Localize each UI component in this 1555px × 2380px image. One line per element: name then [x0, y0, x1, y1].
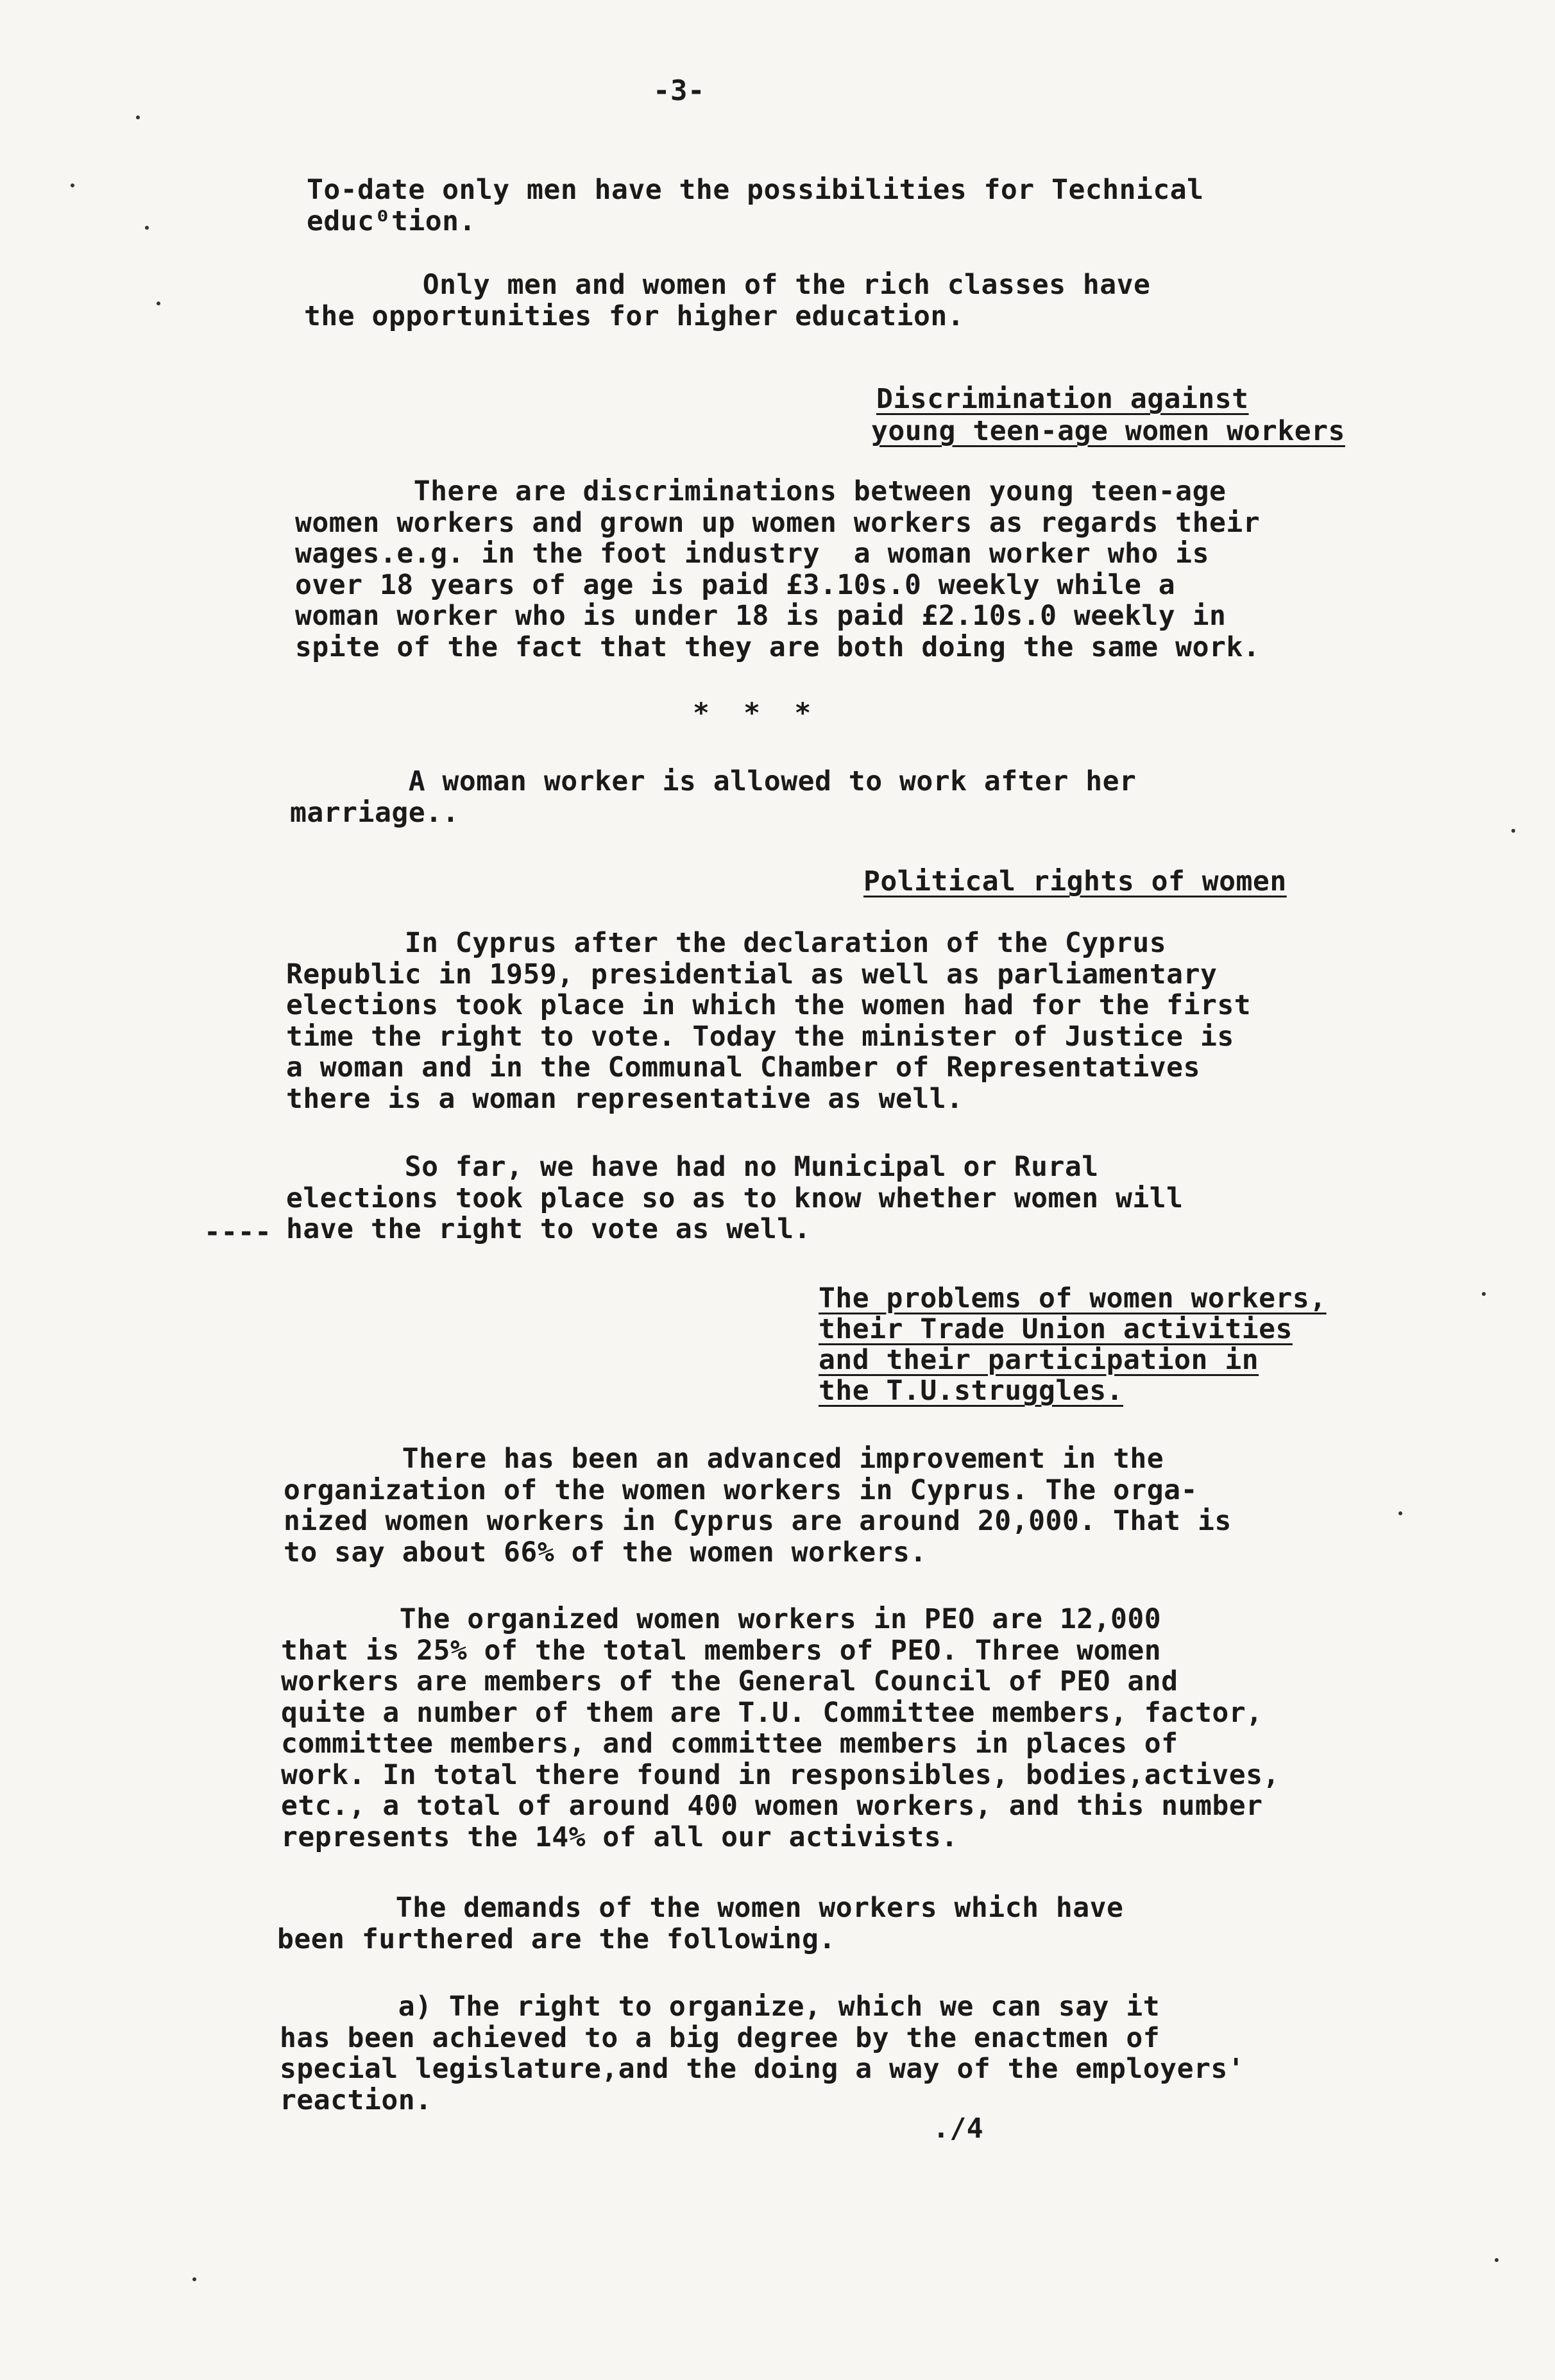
paragraph-right-to-organize: a) The right to organize, which we can say it has been achieved to a big degree by the enactmen of special legislature,and the doing a way of the employers' reaction.: [280, 1991, 1245, 2116]
scan-speck: [1511, 829, 1515, 833]
heading-problems-line2: their Trade Union activities: [819, 1313, 1293, 1345]
page-number: -3-: [653, 74, 705, 107]
margin-dash-mark: ----: [204, 1216, 272, 1248]
paragraph-municipal-elections: So far, we have had no Municipal or Rural elections took place so as to know whether women will have the right to vote as well.: [286, 1151, 1184, 1245]
paragraph-political-rights: In Cyprus after the declaration of the Cyprus Republic in 1959, presidential as well as parliamentary elections took place in which the women had for the first time the right to vote. Today the minister of Justice is a woman and in the Communal Chamber of Representatives there is a woman representative as well.: [286, 927, 1252, 1115]
heading-problems-line3: and their participation in: [819, 1344, 1259, 1376]
heading-discrimination-line1: Discrimination against: [876, 383, 1249, 415]
scan-speck: [1398, 1511, 1402, 1515]
scan-speck: [1495, 2258, 1499, 2262]
continuation-marker: ./4: [933, 2112, 984, 2145]
scan-speck: [192, 2277, 196, 2281]
paragraph-marriage: A woman worker is allowed to work after her marriage..: [290, 765, 1137, 829]
paragraph-demands: The demands of the women workers which have been furthered are the following.: [277, 1892, 1124, 1955]
paragraph-wage-discrimination: There are discriminations between young teen-age women workers and grown up women workers as regards their wages.e.g. in the foot industry a woman worker who is over 18 years of age is paid £3.10s.0 weekly while a woman worker who is under 18 is paid £2.10s.0 weekly in spite of the fact that they are both doing the same work.: [295, 475, 1261, 663]
scan-speck: [145, 226, 149, 230]
heading-discrimination-line2: young teen-age women workers: [871, 415, 1345, 447]
heading-problems-line1: The problems of women workers,: [819, 1282, 1327, 1314]
scan-speck: [71, 183, 74, 187]
paragraph-peo-members: The organized women workers in PEO are 12,000 that is 25% of the total members of PEO. Three women workers are members of the General Council of PEO and quite a number of them are T.U. Committee members, factor, committee members, and committee members in places of work. In total there found in responsibles, bodies,actives, etc., a total of around 400 women workers, and this number represents the 14% of all our activists.: [281, 1603, 1280, 1853]
scan-speck: [157, 302, 160, 305]
heading-political-rights: Political rights of women: [863, 865, 1287, 897]
paragraph-technical-education: To-date only men have the possibilities for Technical educ⁰tion.: [307, 174, 1204, 237]
paragraph-organization: There has been an advanced improvement in the organization of the women workers in Cyprus. The orga- nized women workers in Cyprus are around 20,000. That is to say about 66% of the women workers.: [284, 1443, 1232, 1568]
heading-problems-line4: the T.U.struggles.: [819, 1375, 1123, 1407]
section-divider-stars: * * *: [693, 697, 811, 729]
paragraph-higher-education: Only men and women of the rich classes have the opportunities for higher education.: [304, 269, 1151, 332]
scan-speck: [1482, 1292, 1486, 1296]
scan-speck: [136, 115, 140, 119]
